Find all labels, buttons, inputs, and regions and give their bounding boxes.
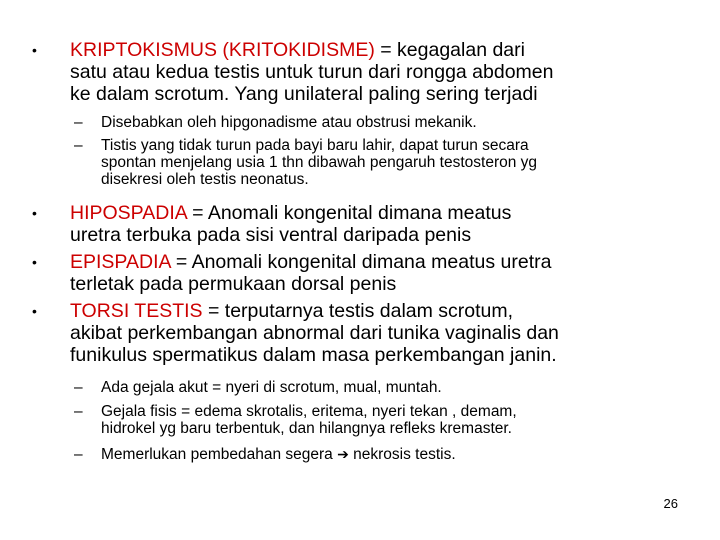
sub-line: nekrosis testis. bbox=[353, 446, 456, 463]
bullet-text bbox=[70, 202, 672, 246]
bullet-dot: • bbox=[32, 254, 37, 270]
bullet-line: = kegagalan dari bbox=[374, 39, 525, 61]
bullet-hipospadia bbox=[32, 202, 672, 246]
bullet-text bbox=[70, 39, 672, 105]
sub-dash: – bbox=[74, 137, 83, 154]
sub-bullet bbox=[74, 114, 684, 131]
arrow-right-icon: ➔ bbox=[337, 446, 349, 462]
bullet-kriptokismus bbox=[32, 39, 672, 105]
sub-dash: – bbox=[74, 114, 83, 131]
sub-text: Ada gejala akut = nyeri di scrotum, mual, muntah. bbox=[101, 379, 442, 396]
term-kriptokismus: KRIPTOKISMUS (KRITOKIDISME) bbox=[70, 39, 375, 61]
sub-bullet bbox=[74, 403, 684, 437]
term-epispadia: EPISPADIA bbox=[70, 251, 171, 273]
bullet-line: = Anomali kongenital dimana meatus bbox=[186, 202, 512, 224]
bullet-torsi-testis bbox=[32, 300, 672, 366]
bullet-line: = Anomali kongenital dimana meatus uretra bbox=[170, 251, 552, 273]
bullet-text bbox=[70, 251, 672, 295]
sub-bullet bbox=[74, 379, 684, 396]
sub-text bbox=[101, 403, 684, 437]
sub-line: disekresi oleh testis neonatus. bbox=[101, 171, 309, 188]
bullet-line: = terputarnya testis dalam scrotum, bbox=[202, 300, 514, 322]
sub-text bbox=[101, 137, 684, 188]
bullet-line: akibat perkembangan abnormal dari tunika vaginalis dan bbox=[70, 322, 559, 344]
term-torsi-testis: TORSI TESTIS bbox=[70, 300, 203, 322]
bullet-line: uretra terbuka pada sisi ventral daripada penis bbox=[70, 224, 472, 246]
bullet-dot: • bbox=[32, 205, 37, 221]
sub-line: hidrokel yg baru terbentuk, dan hilangnya refleks kremaster. bbox=[101, 420, 512, 437]
sub-text bbox=[101, 446, 684, 463]
sub-bullet bbox=[74, 446, 684, 463]
bullet-line: funikulus spermatikus dalam masa perkembangan janin. bbox=[70, 344, 557, 366]
term-hipospadia: HIPOSPADIA bbox=[70, 202, 187, 224]
sub-dash: – bbox=[74, 403, 83, 420]
bullet-dot: • bbox=[32, 42, 37, 58]
bullet-epispadia bbox=[32, 251, 672, 295]
sub-line: Memerlukan pembedahan segera bbox=[101, 446, 333, 463]
bullet-text bbox=[70, 300, 672, 366]
bullet-dot: • bbox=[32, 303, 37, 319]
bullet-line: terletak pada permukaan dorsal penis bbox=[70, 273, 397, 295]
bullet-line: satu atau kedua testis untuk turun dari rongga abdomen bbox=[70, 61, 554, 83]
sub-dash: – bbox=[74, 446, 83, 463]
sub-dash: – bbox=[74, 379, 83, 396]
sub-line: Tistis yang tidak turun pada bayi baru lahir, dapat turun secara bbox=[101, 137, 529, 154]
sub-line: spontan menjelang usia 1 thn dibawah pengaruh testosteron yg bbox=[101, 154, 538, 171]
sub-line: Gejala fisis = edema skrotalis, eritema, nyeri tekan , demam, bbox=[101, 403, 517, 420]
bullet-line: ke dalam scrotum. Yang unilateral paling sering terjadi bbox=[70, 83, 538, 105]
page-number: 26 bbox=[663, 496, 678, 511]
sub-bullet bbox=[74, 137, 684, 188]
sub-text: Disebabkan oleh hipgonadisme atau obstrusi mekanik. bbox=[101, 114, 477, 131]
